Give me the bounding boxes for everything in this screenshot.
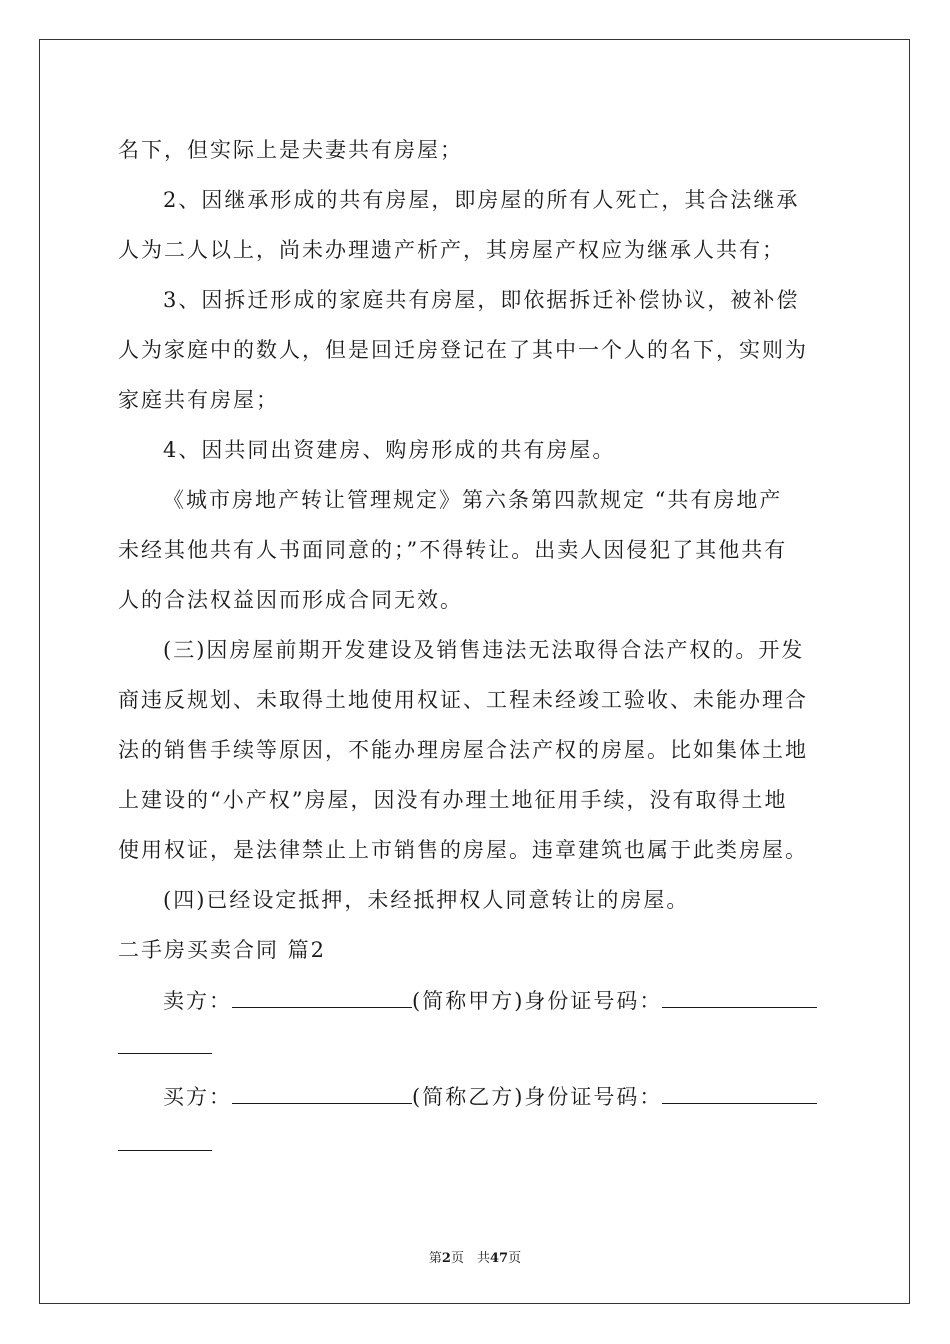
buyer-id-continuation (118, 1130, 212, 1157)
paragraph-line: 名下，但实际上是夫妻共有房屋； (118, 138, 463, 162)
seller-name-blank (232, 987, 412, 1008)
buyer-id-blank-continued (118, 1130, 212, 1151)
buyer-label: 买方： (163, 1085, 232, 1109)
section-heading: 二手房买卖合同 篇2 (118, 938, 327, 962)
page-number-footer (0, 1247, 950, 1266)
paragraph-line: (四)已经设定抵押，未经抵押权人同意转让的房屋。 (163, 888, 690, 912)
paragraph-line: 3、因拆迁形成的家庭共有房屋，即依据拆迁补偿协议，被补偿 (163, 288, 800, 312)
paragraph-line: 4、因共同出资建房、购房形成的共有房屋。 (163, 438, 616, 462)
paragraph-line: 未经其他共有人书面同意的；”不得转让。出卖人因侵犯了其他共有 (118, 538, 788, 562)
footer-suffix: 页 (508, 1251, 522, 1266)
paragraph-line: 法的销售手续等原因，不能办理房屋合法产权的房屋。比如集体土地 (118, 738, 808, 762)
footer-mid: 页 共 (450, 1251, 490, 1266)
paragraph-line: 上建设的“小产权”房屋，因没有办理土地征用手续，没有取得土地 (118, 788, 788, 812)
current-page-number: 2 (441, 1251, 451, 1266)
seller-id-label: (简称甲方)身份证号码： (412, 989, 663, 1013)
buyer-field-row (163, 1083, 817, 1110)
paragraph-line: 人为家庭中的数人，但是回迁房登记在了其中一个人的名下，实则为 (118, 338, 808, 362)
seller-field-row (163, 987, 817, 1014)
seller-id-blank-continued (118, 1033, 212, 1054)
paragraph-line: (三)因房屋前期开发建设及销售违法无法取得合法产权的。开发 (163, 638, 805, 662)
paragraph-line: 人为二人以上，尚未办理遗产析产，其房屋产权应为继承人共有； (118, 238, 785, 262)
paragraph-line: 使用权证，是法律禁止上市销售的房屋。违章建筑也属于此类房屋。 (118, 838, 808, 862)
seller-label: 卖方： (163, 989, 232, 1013)
paragraph-line: 商违反规划、未取得土地使用权证、工程未经竣工验收、未能办理合 (118, 688, 808, 712)
paragraph-line: 《城市房地产转让管理规定》第六条第四款规定 “共有房地产 (163, 488, 783, 512)
paragraph-line: 人的合法权益因而形成合同无效。 (118, 588, 463, 612)
page-border (39, 39, 910, 1304)
seller-id-blank (662, 987, 817, 1008)
buyer-name-blank (232, 1083, 412, 1104)
buyer-id-label: (简称乙方)身份证号码： (412, 1085, 663, 1109)
paragraph-line: 2、因继承形成的共有房屋，即房屋的所有人死亡，其合法继承 (163, 188, 800, 212)
buyer-id-blank (662, 1083, 817, 1104)
footer-prefix: 第 (428, 1251, 442, 1266)
seller-id-continuation (118, 1033, 212, 1060)
paragraph-line: 家庭共有房屋； (118, 388, 279, 412)
total-page-count: 47 (489, 1251, 509, 1266)
